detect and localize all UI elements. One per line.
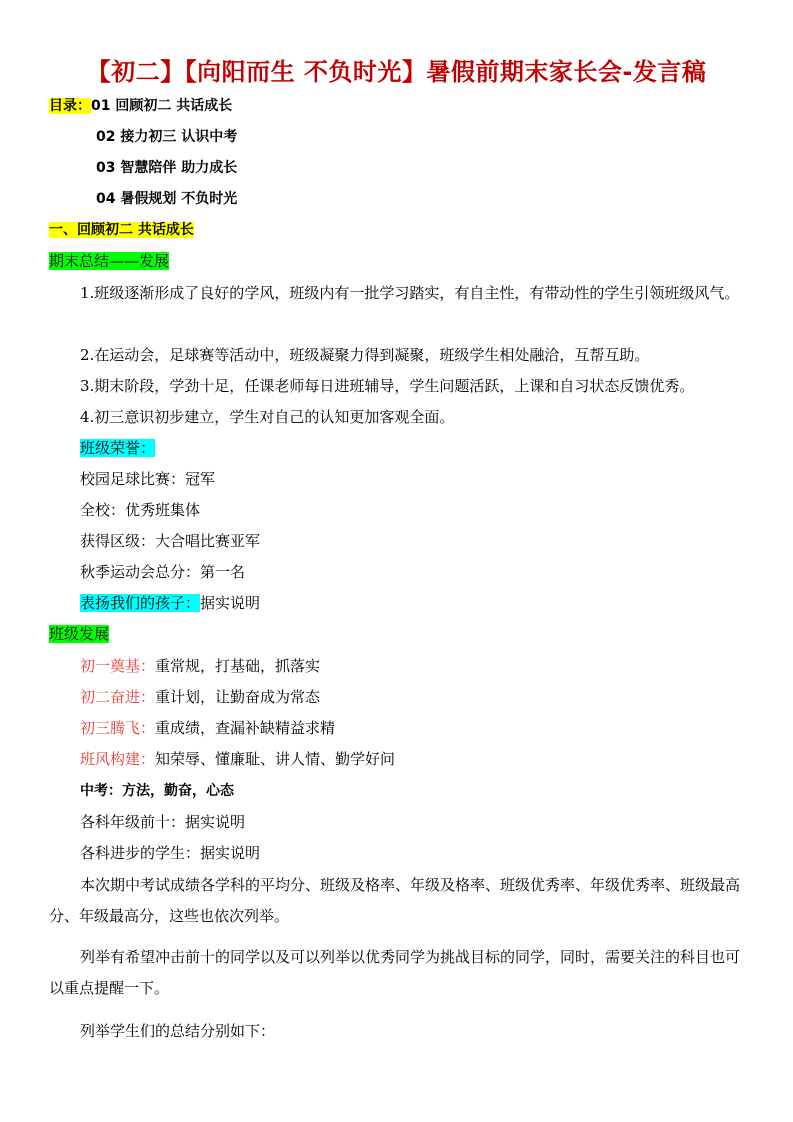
- praise-label: 表扬我们的孩子：: [80, 594, 201, 612]
- honor-item: 全校：优秀班集体: [80, 501, 201, 519]
- section-heading-text: 一、回顾初二 共话成长: [49, 222, 194, 238]
- summary-point: 1.班级逐渐形成了良好的学风，班级内有一批学习踏实，有自主性，有带动性的学生引领班级风气。: [80, 284, 740, 302]
- stage-text: 重成绩，查漏补缺精益求精: [155, 719, 336, 737]
- summary-point: 4.初三意识初步建立，学生对自己的认知更加客观全面。: [80, 408, 455, 426]
- exam-line: 中考：方法，勤奋，心态: [80, 783, 234, 799]
- toc-row-1: [49, 95, 232, 117]
- stage-row: [80, 655, 320, 677]
- summary-point: 2.在运动会，足球赛等活动中，班级凝聚力得到凝聚，班级学生相处融洽，互帮互助。: [80, 346, 650, 364]
- praise-value: 据实说明: [200, 594, 261, 612]
- stage-text: 重常规，打基础，抓落实: [155, 657, 321, 675]
- development-heading: [49, 623, 109, 645]
- summary-heading: [49, 250, 169, 272]
- toc-item: 03 智慧陪伴 助力成长: [96, 160, 238, 176]
- toc-item: 04 暑假规划 不负时光: [96, 191, 238, 207]
- stage-text: 知荣辱、懂廉耻、讲人情、勤学好问: [155, 750, 396, 768]
- stage-label: 初三腾飞：: [80, 719, 156, 737]
- stage-row: [80, 717, 335, 739]
- paragraph: 列举有希望冲击前十的同学以及可以列举以优秀同学为挑战目标的同学，同时，需要关注的科目也可以重点提醒一下。: [49, 948, 741, 997]
- summary-heading-text: 期末总结——发展: [49, 252, 170, 270]
- honors-heading: [80, 437, 155, 459]
- section-heading: [49, 219, 194, 241]
- toc-label: 目录：: [49, 98, 91, 114]
- honor-item: 校园足球比赛：冠军: [80, 470, 216, 488]
- stage-label: 初二奋进：: [80, 688, 156, 706]
- toc-item: 02 接力初三 认识中考: [96, 129, 238, 145]
- stage-label: 班风构建：: [80, 750, 156, 768]
- honor-item: 秋季运动会总分：第一名: [80, 563, 246, 581]
- progress-line: 各科进步的学生：据实说明: [80, 844, 261, 862]
- stage-row: [80, 686, 320, 708]
- development-heading-text: 班级发展: [49, 625, 110, 643]
- top-ten-line: 各科年级前十：据实说明: [80, 813, 246, 831]
- honor-item: 获得区级：大合唱比赛亚军: [80, 532, 261, 550]
- paragraph: 本次期中考试成绩各学科的平均分、班级及格率、年级及格率、班级优秀率、年级优秀率、班级最高分、年级最高分，这些也依次列举。: [49, 876, 741, 925]
- document-title: 【初二】【向阳而生 不负时光】暑假前期末家长会-发言稿: [86, 58, 707, 86]
- praise-line: [80, 592, 260, 614]
- summary-point: 3.期末阶段，学劲十足，任课老师每日进班辅导，学生问题活跃，上课和自习状态反馈优秀。: [80, 377, 695, 395]
- honors-heading-text: 班级荣誉：: [80, 439, 156, 457]
- stage-row: [80, 748, 395, 770]
- paragraph: 列举学生们的总结分别如下：: [80, 1022, 276, 1040]
- stage-label: 初一奠基：: [80, 657, 156, 675]
- stage-text: 重计划，让勤奋成为常态: [155, 688, 321, 706]
- toc-item: 01 回顾初二 共话成长: [91, 98, 233, 114]
